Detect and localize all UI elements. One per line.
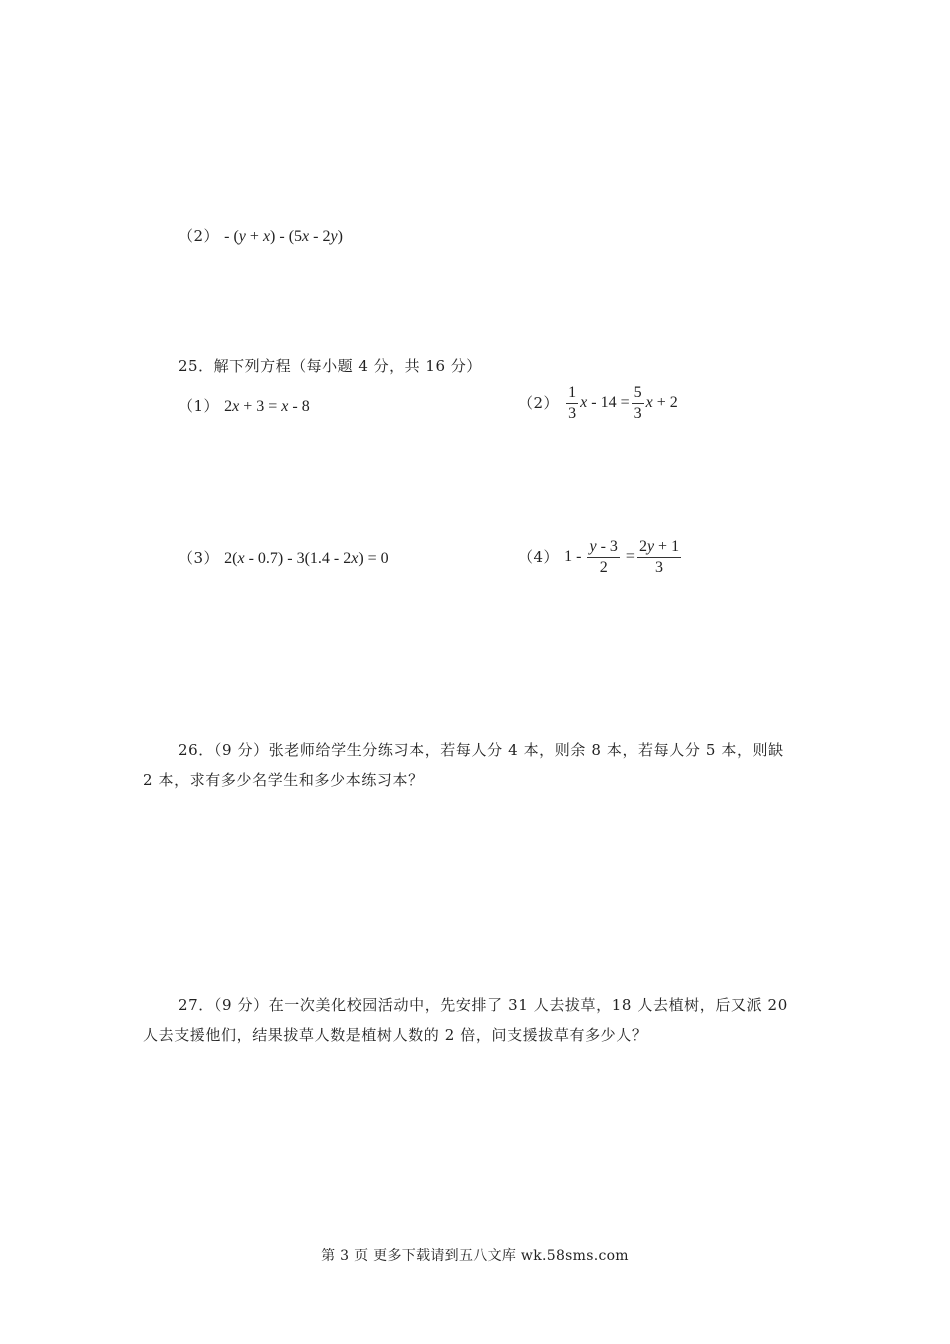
q25-part2-equation: $\frac{1}{3}$ x - 14 = $\frac{5}{3}$ x + 2 [568, 384, 678, 422]
q27-line2: 人去支援他们，结果拔草人数是植树人数的 2 倍，问支援拔草有多少人？ [143, 1026, 648, 1044]
q25-part3-equation: 2(x - 0.7) - 3(1.4 - 2x) = 0 [224, 550, 389, 567]
q25-part2-label: （2） [518, 394, 560, 413]
q25-part2 [518, 383, 678, 424]
q27-line1: 27．（9 分）在一次美化校园活动中，先安排了 31 人去拔草，18 人去植树，后又派 20 [178, 996, 788, 1014]
q24-part2 [178, 225, 343, 246]
q25-part1 [178, 395, 310, 416]
q26-line2: 2 本，求有多少名学生和多少本练习本？ [143, 771, 424, 789]
q25-part4 [518, 537, 683, 578]
q24-part2-expression: - (y + x) - (5x - 2y) [224, 228, 343, 245]
q25-part4-label: （4） [518, 548, 560, 567]
q25-heading: 25．解下列方程（每小题 4 分，共 16 分） [178, 357, 482, 375]
q24-part2-label: （2） [178, 227, 220, 245]
q25-part1-equation: 2x + 3 = x - 8 [224, 398, 310, 415]
q25-part3 [178, 547, 389, 568]
page-footer: 第 3 页 更多下载请到五八文库 wk.58sms.com [321, 1248, 629, 1264]
q25-part4-equation: 1 - $\frac{y - 3}{2}$ = $\frac{2y + 1}{3}$ [564, 538, 680, 576]
q25-part3-label: （3） [178, 549, 220, 567]
q25-part1-label: （1） [178, 397, 220, 415]
q26-line1: 26．（9 分）张老师给学生分练习本，若每人分 4 本，则余 8 本，若每人分 5 本，则缺 [178, 741, 784, 759]
